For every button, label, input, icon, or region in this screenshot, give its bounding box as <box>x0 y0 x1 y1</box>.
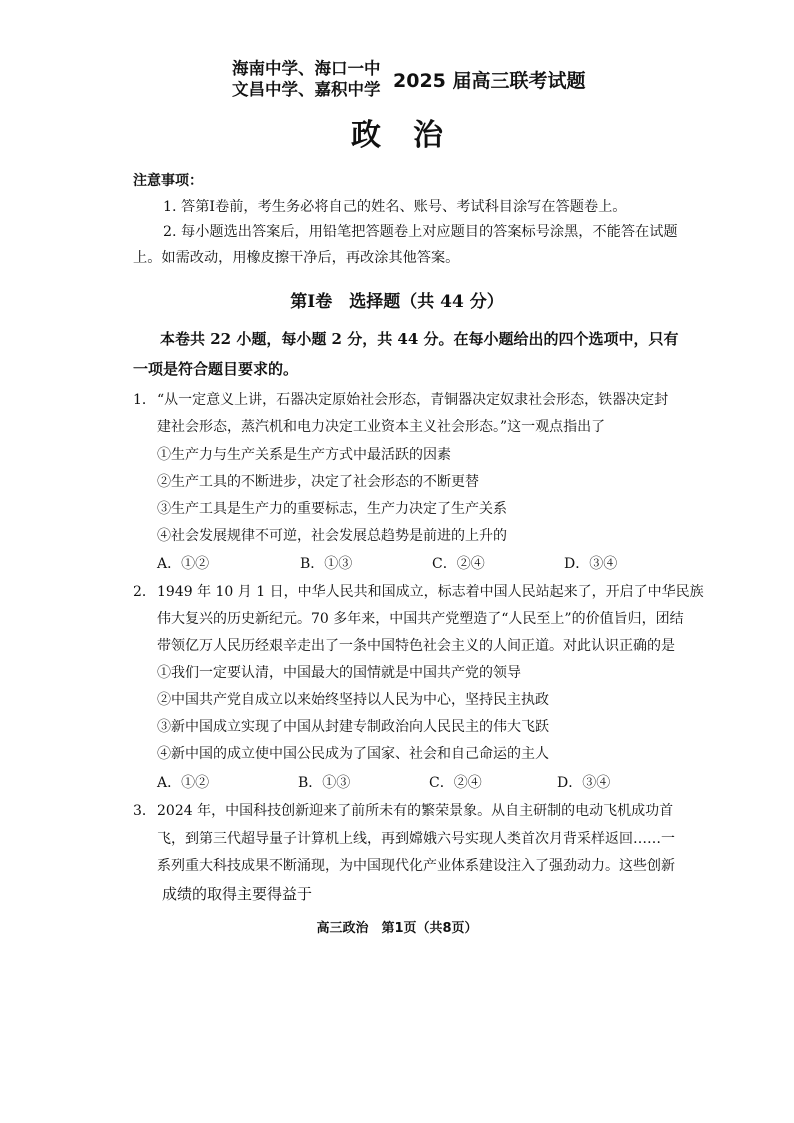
option-d: D．③④ <box>564 556 618 572</box>
note-item-2-line-1: 2. 每小题选出答案后，用铅笔把答题卷上对应题目的答案标号涂黑，不能答在试题 <box>163 224 678 240</box>
question-stem-line: 建社会形态，蒸汽机和电力决定工业资本主义社会形态。”这一观点指出了 <box>157 419 606 435</box>
question-item: ③新中国成立实现了中国从封建专制政治向人民民主的伟大飞跃 <box>157 719 549 735</box>
exam-title: 2025 届高三联考试题 <box>393 70 586 92</box>
page-footer: 高三政治 第1页（共8页） <box>316 921 478 936</box>
question-item: ④新中国的成立使中国公民成为了国家、社会和自己命运的主人 <box>157 746 549 762</box>
question-stem-line: 伟大复兴的历史新纪元。70 多年来，中国共产党塑造了“人民至上”的价值旨归，团结 <box>157 611 684 627</box>
question-number: 2． <box>133 584 156 600</box>
question-number: 1． <box>133 392 156 408</box>
question-stem-line: 2024 年，中国科技创新迎来了前所未有的繁荣景象。从自主研制的电动飞机成功首 <box>157 803 674 819</box>
schools-line-2: 文昌中学、嘉积中学 <box>232 80 381 99</box>
option-b: B．①③ <box>300 556 353 572</box>
question-stem-line: 1949 年 10 月 1 日，中华人民共和国成立，标志着中国人民站起来了，开启了中华民族 <box>157 584 704 600</box>
question-item: ①我们一定要认清，中国最大的国情就是中国共产党的领导 <box>157 665 521 681</box>
question-item: ②生产工具的不断进步，决定了社会形态的不断更替 <box>157 474 479 490</box>
answer-options <box>157 772 637 792</box>
school-names <box>232 58 381 100</box>
option-c: C．②④ <box>432 556 485 572</box>
option-a: A．①② <box>157 556 210 572</box>
section-title: 第Ⅰ卷 选择题（共 44 分） <box>290 292 504 312</box>
option-a: A．①② <box>157 775 210 791</box>
question-stem-line: 系列重大科技成果不断涌现，为中国现代化产业体系建设注入了强劲动力。这些创新 <box>157 858 675 874</box>
question-item: ④社会发展规律不可逆，社会发展总趋势是前进的上升的 <box>157 528 507 544</box>
option-c: C．②④ <box>429 775 482 791</box>
question-stem-line: 飞，到第三代超导量子计算机上线，再到嫦娥六号实现人类首次月背采样返回……一 <box>157 831 675 847</box>
subject-title: 政治 <box>351 118 475 153</box>
question-item: ①生产力与生产关系是生产方式中最活跃的因素 <box>157 447 451 463</box>
schools-line-1: 海南中学、海口一中 <box>232 59 381 78</box>
section-intro-line-2: 一项是符合题目要求的。 <box>133 360 299 378</box>
question-stem-line: 带领亿万人民历经艰辛走出了一条中国特色社会主义的人间正道。对此认识正确的是 <box>157 638 675 654</box>
question-number: 3． <box>133 803 156 819</box>
question-stem-line: “从一定意义上讲，石器决定原始社会形态，青铜器决定奴隶社会形态，铁器决定封 <box>157 392 669 408</box>
answer-options <box>157 553 637 573</box>
question-stem-line: 成绩的取得主要得益于 <box>162 885 313 903</box>
section-intro-line-1: 本卷共 22 小题，每小题 2 分，共 44 分。在每小题给出的四个选项中，只有 <box>160 330 679 348</box>
question-item: ③生产工具是生产力的重要标志，生产力决定了生产关系 <box>157 501 507 517</box>
notes-title: 注意事项： <box>133 173 203 189</box>
option-b: B．①③ <box>298 775 351 791</box>
note-item-1: 1. 答第Ⅰ卷前，考生务必将自己的姓名、账号、考试科目涂写在答题卷上。 <box>163 199 627 215</box>
exam-header <box>232 58 592 104</box>
question-item: ②中国共产党自成立以来始终坚持以人民为中心，坚持民主执政 <box>157 692 549 708</box>
option-d: D．③④ <box>557 775 611 791</box>
note-item-2-line-2: 上。如需改动，用橡皮擦干净后，再改涂其他答案。 <box>133 250 460 266</box>
